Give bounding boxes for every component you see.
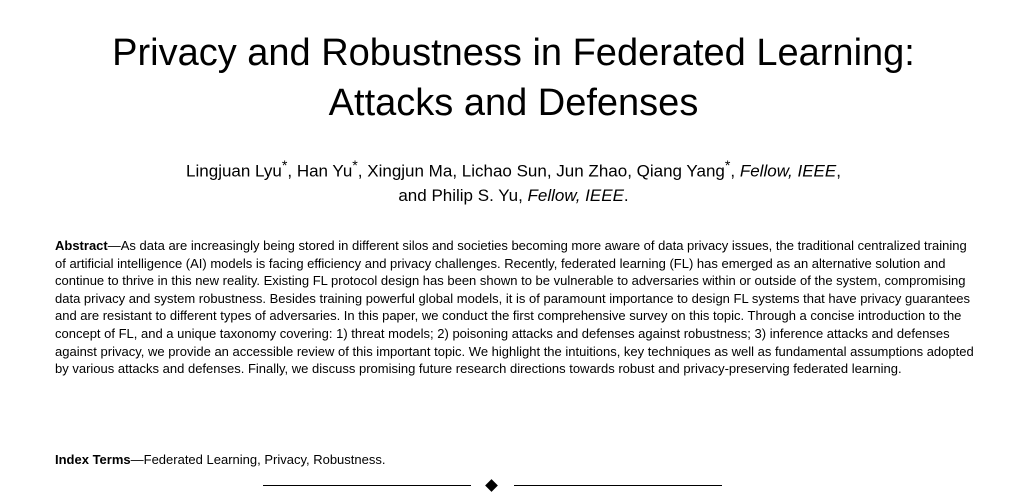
author-name: Qiang Yang bbox=[636, 161, 725, 181]
author-name: Han Yu bbox=[296, 161, 353, 181]
author-name: Philip S. Yu bbox=[431, 185, 519, 205]
abstract bbox=[55, 237, 975, 378]
diamond-icon bbox=[485, 479, 498, 492]
fellow-title: Fellow, IEEE bbox=[527, 185, 624, 205]
index-terms bbox=[55, 451, 975, 469]
section-separator bbox=[0, 476, 1027, 496]
corresponding-mark: * bbox=[281, 158, 288, 174]
author-separator: , bbox=[836, 161, 841, 181]
author-separator: , bbox=[452, 161, 462, 181]
abstract-label: Abstract bbox=[55, 238, 108, 253]
paper-title-line-2: Attacks and Defenses bbox=[328, 82, 699, 124]
index-terms-text: Federated Learning, Privacy, Robustness. bbox=[143, 452, 386, 467]
separator-rule-left bbox=[263, 485, 471, 486]
index-terms-label: Index Terms bbox=[55, 452, 131, 467]
author-name: Xingjun Ma bbox=[367, 161, 453, 181]
fellow-title: Fellow, IEEE bbox=[739, 161, 837, 181]
paper-title-line-1: Privacy and Robustness in Federated Learning: bbox=[112, 32, 915, 74]
author-name: Lingjuan Lyu bbox=[186, 161, 282, 181]
author-list bbox=[0, 154, 1027, 208]
index-terms-dash: — bbox=[130, 452, 144, 467]
author-conjunction: and bbox=[398, 185, 432, 205]
corresponding-mark: * bbox=[352, 158, 358, 174]
author-line-2 bbox=[0, 184, 1027, 208]
author-separator: , bbox=[518, 185, 528, 205]
abstract-text: As data are increasingly being stored in different silos and societies becoming more aware of data privacy issues, the traditional centralized training of artificial intelligence (AI) models is facing efficiency and privacy challenges. Recently, federated learning (FL) has emerged as an alternative solution and continue to thrive in this new reality. Existing FL protocol design has been shown to be vulnerable to adversaries within or outside of the system, compromising data privacy and system robustness. Besides training powerful global models, it is of paramount importance to design FL systems that have privacy guarantees and are resistant to different types of adversaries. In this paper, we conduct the first comprehensive survey on this topic. Through a concise introduction to the concept of FL, and a unique taxonomy covering: 1) threat models; 2) poisoning attacks and defenses against robustness; 3) inference attacks and defenses against privacy, we provide an accessible review of this important topic. We highlight the intuitions, key techniques as well as fundamental assumptions adopted by various attacks and defenses. Finally, we discuss promising future research directions towards robust and privacy-preserving federated learning. bbox=[55, 238, 974, 377]
paper-title bbox=[0, 28, 1027, 128]
abstract-dash: — bbox=[107, 238, 121, 253]
author-separator: , bbox=[627, 161, 637, 181]
author-name: Jun Zhao bbox=[556, 161, 628, 181]
author-separator: , bbox=[287, 161, 297, 181]
author-separator: , bbox=[730, 161, 740, 181]
separator-rule-right bbox=[514, 485, 722, 486]
author-name: Lichao Sun bbox=[461, 161, 547, 181]
author-period: . bbox=[623, 185, 629, 205]
author-line-1 bbox=[0, 154, 1027, 184]
author-separator: , bbox=[546, 161, 557, 181]
author-separator: , bbox=[357, 161, 368, 181]
corresponding-mark: * bbox=[724, 158, 731, 174]
